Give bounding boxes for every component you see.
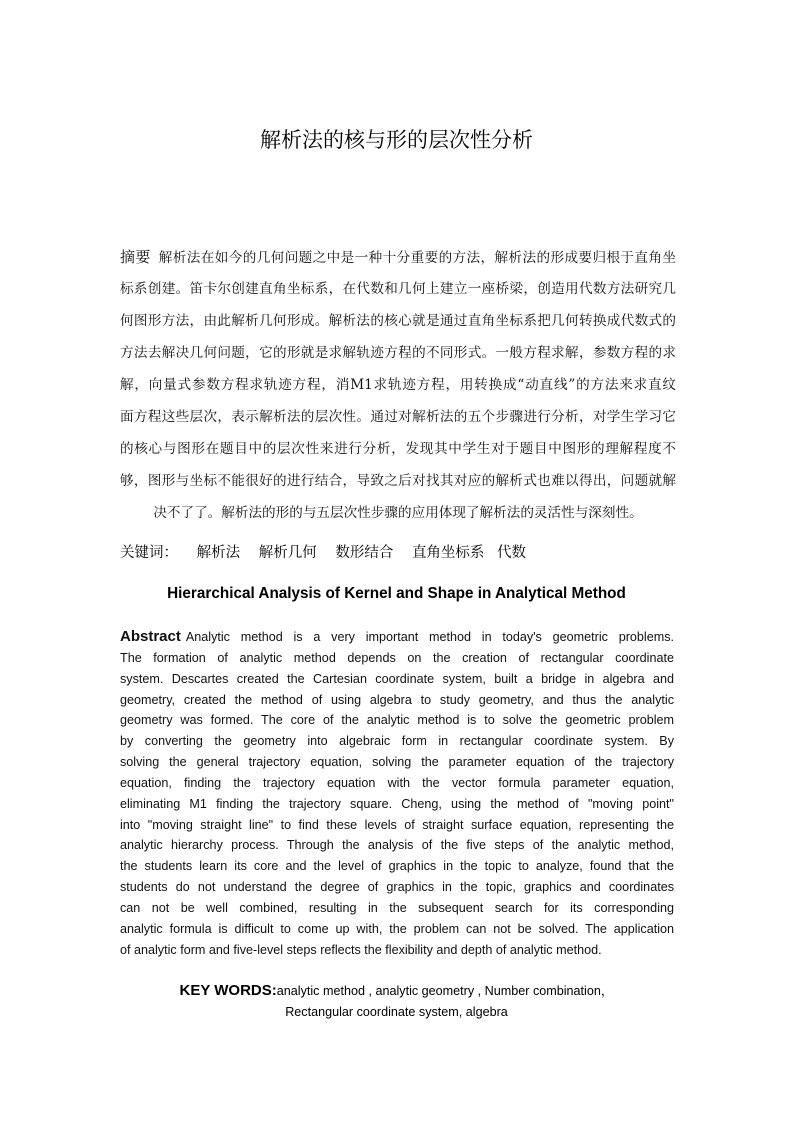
abstract-en-line: equation, finding the trajectory equation with the vector formula parameter equation, (120, 775, 674, 790)
abstract-en-line: geometry was formed. The core of the analytic method is to solve the geometric problem (120, 713, 674, 728)
keyword-cn: 代数 (497, 545, 527, 561)
abstract-en-line: students do not understand the degree of graphics in the topic, graphics and coordinates (120, 880, 674, 895)
abstract-en-label: Abstract (120, 628, 181, 645)
keyword-cn: 直角坐标系 (411, 545, 485, 561)
abstract-cn-line: 解，向量式参数方程求轨迹方程，消M1求轨迹方程，用转换成“动直线”的方法来求直纹 (120, 377, 676, 393)
abstract-en-line: into "moving straight line" to find these levels of straight surface equation, representing the (120, 817, 674, 832)
abstract-cn-line: 决不了了。解析法的形的与五层次性步骤的应用体现了解析法的灵活性与深刻性。 (153, 505, 643, 521)
abstract-en-line: Abstract Analytic method is a very important method in today's geometric problems. (120, 628, 674, 645)
keywords-english (0, 981, 793, 1023)
keyword-cn: 解析几何 (258, 545, 317, 561)
abstract-en-line: by converting the geometry into algebraic form in rectangular coordinate system. By (120, 734, 674, 749)
keywords-cn-label: 关键词： (120, 545, 178, 561)
abstract-en-line: system. Descartes created the Cartesian coordinate system, built a bridge in algebra and (120, 671, 674, 686)
abstract-cn-line: 面方程这些层次，表示解析法的层次性。通过对解析法的五个步骤进行分析，对学生学习它 (120, 409, 676, 425)
abstract-en-line: solving the general trajectory equation, solving the parameter equation of the trajectory (120, 755, 674, 770)
abstract-en-line: geometry, created the method of using algebra to study geometry, and thus the analytic (120, 692, 674, 707)
page-title-chinese: 解析法的核与形的层次性分析 (260, 128, 533, 152)
abstract-en-line: of analytic form and five-level steps reflects the flexibility and depth of analytic method. (120, 942, 602, 957)
abstract-cn-line: 够，图形与坐标不能很好的进行结合，导致之后对找其对应的解析式也难以得出，问题就解 (120, 473, 676, 489)
abstract-en-line: the students learn its core and the level of graphics in the topic to analyze, found that the (120, 859, 674, 874)
abstract-chinese (120, 241, 676, 529)
abstract-cn-line: 的核心与图形在题目中的层次性来进行分析，发现其中学生对于题目中图形的理解程度不 (120, 441, 676, 457)
abstract-cn-line: 方法去解决几何问题，它的形就是求解轨迹方程的不同形式。一般方程求解，参数方程的求 (120, 345, 676, 361)
keyword-cn: 解析法 (196, 545, 241, 561)
abstract-english (120, 627, 674, 961)
abstract-cn-line: 标系创建。笛卡尔创建直角坐标系，在代数和几何上建立一座桥梁，创造用代数方法研究几 (120, 281, 676, 297)
keywords-en-label: KEY WORDS: (179, 982, 277, 999)
abstract-cn-line: 摘要 解析法在如今的几何问题之中是一种十分重要的方法，解析法的形成要归根于直角坐 (120, 248, 676, 266)
keywords-chinese (120, 541, 540, 565)
keywords-en-line: Rectangular coordinate system, algebra (285, 1005, 508, 1019)
keyword-cn: 数形结合 (335, 545, 394, 561)
abstract-en-line: analytic hierarchy process. Through the analysis of the five steps of the analytic method, (120, 838, 674, 853)
abstract-en-line: analytic formula is difficult to come up with, the problem can not be solved. The application (120, 921, 674, 936)
abstract-cn-label: 摘要 (120, 248, 151, 266)
page-title-english: Hierarchical Analysis of Kernel and Shape in Analytical Method (167, 585, 626, 602)
abstract-en-line: can not be well combined, resulting in the subsequent search for its corresponding (120, 900, 674, 915)
keywords-en-line: analytic method , analytic geometry , Number combination， (276, 984, 614, 998)
abstract-en-line: eliminating M1 finding the trajectory square. Cheng, using the method of "moving point" (120, 796, 674, 811)
abstract-cn-line: 何图形方法，由此解析几何形成。解析法的核心就是通过直角坐标系把几何转换成代数式的 (120, 313, 676, 329)
abstract-en-line: The formation of analytic method depends on the creation of rectangular coordinate (120, 650, 674, 665)
